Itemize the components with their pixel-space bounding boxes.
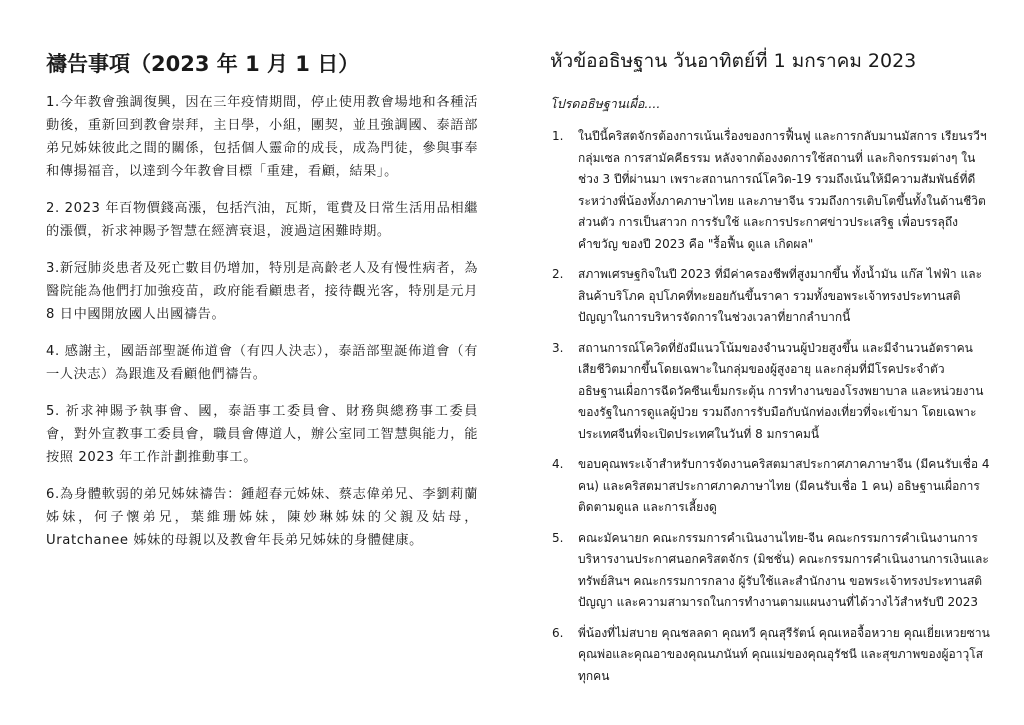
- thai-prayer-item-4: [550, 454, 990, 519]
- item-number: 4.: [552, 457, 564, 471]
- chinese-prayer-item-1: 1.今年教會強調復興，因在三年疫情期間，停止使用教會場地和各種活動後，重新回到教會崇拜，主日學，小組，團契，並且強調國、泰語部弟兄姊妹彼此之間的關係，包括個人靈命的成長，成為門徒，參與事奉和傳揚福音，以達到今年教會目標「重建，看顧，結果」。: [46, 95, 478, 179]
- item-number: 6.: [552, 625, 564, 640]
- thai-prayer-item-1: [550, 126, 990, 255]
- chinese-prayer-item-5: 5. 祈求神賜予執事會、國，泰語事工委員會、財務與總務事工委員會，對外宣教事工委員會，職員會傳道人，辦公室同工智慧與能力，能按照 2023 年工作計劃推動事工。: [46, 404, 478, 465]
- item-text: สภาพเศรษฐกิจในปี 2023 ที่มีค่าครองชีพที่สูงมากขึ้น ทั้งน้ำมัน แก๊ส ไฟฟ้า และสินค้าบริโภค อุปโภคที่ทะยอยกันขึ้นราคา รวมทั้งขอพระเจ้าทรงประทานสติปัญญาในการบริหารจัดการในช่วงเวลาที่ยากลำบากนี้: [578, 267, 983, 324]
- thai-subtitle: โปรดอธิษฐานเผื่อ....: [550, 96, 661, 111]
- thai-prayer-item-6: [550, 623, 990, 688]
- chinese-prayer-item-2: 2. 2023 年百物價錢高漲，包括汽油，瓦斯，電費及日常生活用品相繼的漲價，祈求神賜予智慧在經濟衰退，渡過這困難時期。: [46, 201, 478, 239]
- chinese-prayer-item-6: 6.為身體軟弱的弟兄姊妹禱告：鍾超春元姊妹、蔡志偉弟兄、李劉莉蘭姊妹，何子懷弟兄，葉維珊姊妹，陳妙琳姊妹的父親及姑母，Uratchanee 姊妹的母親以及教會年長弟兄姊妹的身體健康。: [46, 487, 478, 548]
- item-text: พี่น้องที่ไม่สบาย คุณชลลดา คุณทวี คุณสุรีรัตน์ คุณเหอจื้อหวาย คุณเยี่ยเหวยซาน คุณพ่อและคุณอาของคุณนภนันท์ คุณแม่ของคุณอุรัชนี และสุขภาพของผู้อาวุโสทุกคน: [578, 625, 990, 683]
- chinese-title: 禱告事項（2023 年 1 月 1 日）: [46, 52, 360, 76]
- item-number: 2.: [552, 267, 564, 281]
- thai-prayer-item-5: [550, 528, 990, 614]
- item-number: 5.: [552, 530, 564, 545]
- thai-prayer-item-3: [550, 338, 990, 446]
- item-text: คณะมัคนายก คณะกรรมการคำเนินงานไทย-จีน คณะกรรมการคำเนินงานการบริหารงานประกาศนอกคริสตจักร (มิชชั่น) คณะกรรมการคำเนินงานการเงินและทรัพย์สินฯ คณะกรรมการกลาง ผู้รับใช้และสำนักงาน ขอพระเจ้าทรงประทานสติปัญญา และความสามารถในการทำงานตามแผนงานที่ได้วางไว้สำหรับปี 2023: [578, 530, 989, 609]
- item-text: สถานการณ์โควิดที่ยังมีแนวโน้มของจำนวนผู้ป่วยสูงขึ้น และมีจำนวนอัตราคนเสียชีวิตมากขึ้นโดยเฉพาะในกลุ่มของผู้สูงอายุ และกลุ่มที่มีโรคประจำตัว อธิษฐานเผื่อการฉีดวัคซีนเข็มกระตุ้น การทำงานของโรงพยาบาล และหน่วยงานของรัฐในการดูแลผู้ป่วย รวมถึงการรับมือกับนักท่องเที่ยวที่จะเข้ามา โดยเฉพาะประเทศจีนที่จะเปิดประเทศในวันที่ 8 มกราคมนี้: [578, 340, 984, 441]
- item-number: 1.: [552, 129, 564, 143]
- thai-prayer-item-2: [550, 264, 990, 329]
- thai-title: หัวข้ออธิษฐาน วันอาทิตย์ที่ 1 มกราคม 2023: [550, 50, 917, 72]
- item-text: ในปีนี้คริสตจักรต้องการเน้นเรื่องของการฟื้นฟู และการกลับมานมัสการ เรียนรวีฯ กลุ่มเซล การสามัคคีธรรม หลังจากต้องงดการใช้สถานที่ และกิจกรรมต่างๆ ในช่วง 3 ปีที่ผ่านมา เพราะสถานการณ์โควิด-19 รวมถึงเน้นให้มีความสัมพันธ์ที่ดีระหว่างพี่น้องทั้งภาคภาษาไทย และภาษาจีน รวมถึงการเติบโตขึ้นทั้งในด้านชีวิตส่วนตัว การเป็นสาวก การรับใช้ และการประกาศข่าวประเสริฐ เพื่อบรรลุถึงคำขวัญ ของปี 2023 คือ "รื้อฟื้น ดูแล เกิดผล": [578, 129, 987, 251]
- item-text: ขอบคุณพระเจ้าสำหรับการจัดงานคริสตมาสประกาศภาคภาษาจีน (มีคนรับเชื่อ 4 คน) และคริสตมาสประกาศภาคภาษาไทย (มีคนรับเชื่อ 1 คน) อธิษฐานเผื่อการติดตามดูแล และการเลี้ยงดู: [578, 457, 990, 514]
- chinese-prayer-list: [46, 91, 478, 566]
- chinese-prayer-item-4: 4. 感謝主，國語部聖誕佈道會（有四人決志），泰語部聖誕佈道會（有一人決志）為跟進及看顧他們禱告。: [46, 344, 478, 382]
- thai-prayer-list: [550, 126, 990, 696]
- chinese-prayer-item-3: 3.新冠肺炎患者及死亡數目仍增加，特別是高齡老人及有慢性病者，為醫院能為他們打加強疫苗，政府能看顧患者，接待觀光客，特別是元月 8 日中國開放國人出國禱告。: [46, 261, 478, 322]
- item-number: 3.: [552, 340, 564, 355]
